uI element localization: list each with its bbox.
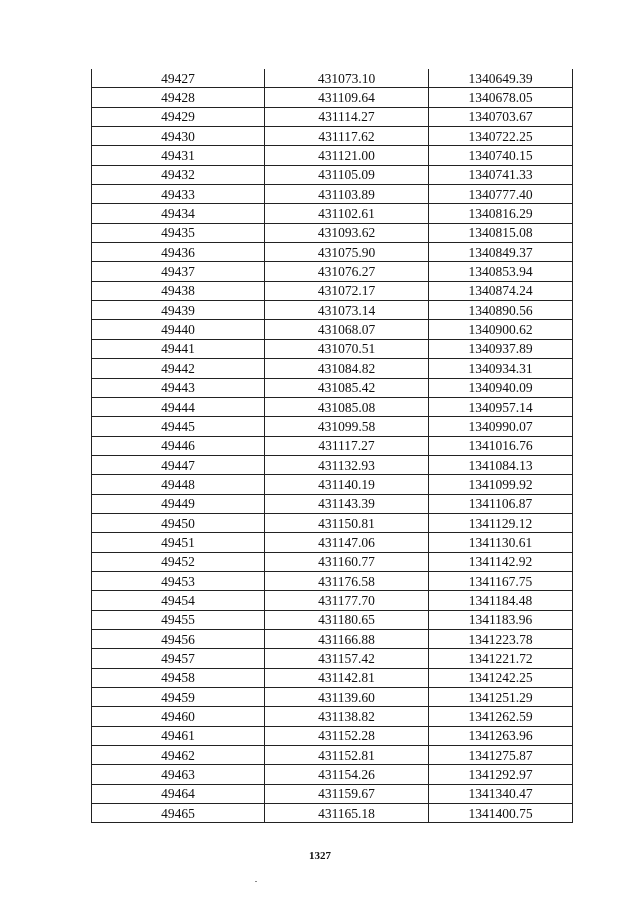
- y-coordinate-cell: 1341292.97: [429, 765, 573, 784]
- point-id-cell: 49464: [92, 784, 265, 803]
- x-coordinate-cell: 431177.70: [265, 591, 429, 610]
- x-coordinate-cell: 431152.81: [265, 746, 429, 765]
- x-coordinate-cell: 431117.62: [265, 127, 429, 146]
- table-row: [92, 436, 573, 455]
- x-coordinate-cell: 431160.77: [265, 552, 429, 571]
- x-coordinate-cell: 431147.06: [265, 533, 429, 552]
- point-id-cell: 49438: [92, 281, 265, 300]
- table-row: [92, 765, 573, 784]
- x-coordinate-cell: 431085.08: [265, 397, 429, 416]
- table-row: [92, 146, 573, 165]
- y-coordinate-cell: 1340741.33: [429, 165, 573, 184]
- x-coordinate-cell: 431103.89: [265, 185, 429, 204]
- table-row: [92, 262, 573, 281]
- table-row: [92, 707, 573, 726]
- y-coordinate-cell: 1340940.09: [429, 378, 573, 397]
- point-id-cell: 49461: [92, 726, 265, 745]
- point-id-cell: 49430: [92, 127, 265, 146]
- table-row: [92, 804, 573, 823]
- y-coordinate-cell: 1340874.24: [429, 281, 573, 300]
- point-id-cell: 49457: [92, 649, 265, 668]
- y-coordinate-cell: 1341223.78: [429, 629, 573, 648]
- y-coordinate-cell: 1341242.25: [429, 668, 573, 687]
- table-row: [92, 204, 573, 223]
- x-coordinate-cell: 431070.51: [265, 339, 429, 358]
- x-coordinate-cell: 431121.00: [265, 146, 429, 165]
- x-coordinate-cell: 431140.19: [265, 475, 429, 494]
- point-id-cell: 49441: [92, 339, 265, 358]
- table-row: [92, 610, 573, 629]
- y-coordinate-cell: 1340900.62: [429, 320, 573, 339]
- point-id-cell: 49456: [92, 629, 265, 648]
- y-coordinate-cell: 1341221.72: [429, 649, 573, 668]
- scan-speck: [255, 881, 257, 882]
- y-coordinate-cell: 1340849.37: [429, 243, 573, 262]
- point-id-cell: 49451: [92, 533, 265, 552]
- point-id-cell: 49439: [92, 301, 265, 320]
- table-row: [92, 378, 573, 397]
- x-coordinate-cell: 431176.58: [265, 571, 429, 590]
- y-coordinate-cell: 1341167.75: [429, 571, 573, 590]
- y-coordinate-cell: 1341251.29: [429, 688, 573, 707]
- table-row: [92, 784, 573, 803]
- x-coordinate-cell: 431142.81: [265, 668, 429, 687]
- x-coordinate-cell: 431085.42: [265, 378, 429, 397]
- x-coordinate-cell: 431132.93: [265, 455, 429, 474]
- x-coordinate-cell: 431114.27: [265, 107, 429, 126]
- point-id-cell: 49453: [92, 571, 265, 590]
- table-row: [92, 243, 573, 262]
- table-row: [92, 223, 573, 242]
- y-coordinate-cell: 1341106.87: [429, 494, 573, 513]
- point-id-cell: 49460: [92, 707, 265, 726]
- x-coordinate-cell: 431076.27: [265, 262, 429, 281]
- table-row: [92, 726, 573, 745]
- x-coordinate-cell: 431180.65: [265, 610, 429, 629]
- point-id-cell: 49450: [92, 513, 265, 532]
- y-coordinate-cell: 1340649.39: [429, 69, 573, 88]
- point-id-cell: 49444: [92, 397, 265, 416]
- x-coordinate-cell: 431075.90: [265, 243, 429, 262]
- y-coordinate-cell: 1341099.92: [429, 475, 573, 494]
- x-coordinate-cell: 431073.14: [265, 301, 429, 320]
- x-coordinate-cell: 431072.17: [265, 281, 429, 300]
- y-coordinate-cell: 1340816.29: [429, 204, 573, 223]
- point-id-cell: 49463: [92, 765, 265, 784]
- point-id-cell: 49429: [92, 107, 265, 126]
- y-coordinate-cell: 1340957.14: [429, 397, 573, 416]
- y-coordinate-cell: 1341262.59: [429, 707, 573, 726]
- point-id-cell: 49431: [92, 146, 265, 165]
- table-row: [92, 494, 573, 513]
- table-row: [92, 668, 573, 687]
- table-row: [92, 320, 573, 339]
- coordinate-table: [91, 69, 573, 823]
- x-coordinate-cell: 431073.10: [265, 69, 429, 88]
- table-row: [92, 629, 573, 648]
- point-id-cell: 49427: [92, 69, 265, 88]
- point-id-cell: 49458: [92, 668, 265, 687]
- y-coordinate-cell: 1340678.05: [429, 88, 573, 107]
- table-row: [92, 107, 573, 126]
- table-row: [92, 746, 573, 765]
- y-coordinate-cell: 1340703.67: [429, 107, 573, 126]
- point-id-cell: 49447: [92, 455, 265, 474]
- table-row: [92, 533, 573, 552]
- point-id-cell: 49455: [92, 610, 265, 629]
- table-row: [92, 88, 573, 107]
- table-row: [92, 281, 573, 300]
- table-row: [92, 571, 573, 590]
- point-id-cell: 49435: [92, 223, 265, 242]
- table-row: [92, 339, 573, 358]
- x-coordinate-cell: 431068.07: [265, 320, 429, 339]
- x-coordinate-cell: 431099.58: [265, 417, 429, 436]
- x-coordinate-cell: 431143.39: [265, 494, 429, 513]
- x-coordinate-cell: 431109.64: [265, 88, 429, 107]
- y-coordinate-cell: 1340740.15: [429, 146, 573, 165]
- table-row: [92, 69, 573, 88]
- y-coordinate-cell: 1341263.96: [429, 726, 573, 745]
- point-id-cell: 49428: [92, 88, 265, 107]
- x-coordinate-cell: 431138.82: [265, 707, 429, 726]
- point-id-cell: 49465: [92, 804, 265, 823]
- y-coordinate-cell: 1341340.47: [429, 784, 573, 803]
- point-id-cell: 49440: [92, 320, 265, 339]
- point-id-cell: 49433: [92, 185, 265, 204]
- point-id-cell: 49434: [92, 204, 265, 223]
- table-row: [92, 301, 573, 320]
- table-row: [92, 475, 573, 494]
- x-coordinate-cell: 431084.82: [265, 359, 429, 378]
- y-coordinate-cell: 1341275.87: [429, 746, 573, 765]
- point-id-cell: 49449: [92, 494, 265, 513]
- y-coordinate-cell: 1340990.07: [429, 417, 573, 436]
- table-row: [92, 165, 573, 184]
- table-row: [92, 513, 573, 532]
- x-coordinate-cell: 431117.27: [265, 436, 429, 455]
- table-row: [92, 397, 573, 416]
- point-id-cell: 49436: [92, 243, 265, 262]
- y-coordinate-cell: 1341084.13: [429, 455, 573, 474]
- page-number: 1327: [309, 850, 331, 862]
- y-coordinate-cell: 1340777.40: [429, 185, 573, 204]
- table-row: [92, 359, 573, 378]
- x-coordinate-cell: 431150.81: [265, 513, 429, 532]
- point-id-cell: 49445: [92, 417, 265, 436]
- table-row: [92, 185, 573, 204]
- point-id-cell: 49443: [92, 378, 265, 397]
- y-coordinate-cell: 1341400.75: [429, 804, 573, 823]
- x-coordinate-cell: 431152.28: [265, 726, 429, 745]
- table-row: [92, 455, 573, 474]
- y-coordinate-cell: 1340815.08: [429, 223, 573, 242]
- y-coordinate-cell: 1340937.89: [429, 339, 573, 358]
- point-id-cell: 49459: [92, 688, 265, 707]
- y-coordinate-cell: 1341130.61: [429, 533, 573, 552]
- table-row: [92, 688, 573, 707]
- x-coordinate-cell: 431102.61: [265, 204, 429, 223]
- y-coordinate-cell: 1341184.48: [429, 591, 573, 610]
- x-coordinate-cell: 431157.42: [265, 649, 429, 668]
- point-id-cell: 49454: [92, 591, 265, 610]
- x-coordinate-cell: 431154.26: [265, 765, 429, 784]
- table-row: [92, 591, 573, 610]
- point-id-cell: 49437: [92, 262, 265, 281]
- point-id-cell: 49446: [92, 436, 265, 455]
- point-id-cell: 49432: [92, 165, 265, 184]
- coordinate-table-container: [91, 69, 572, 823]
- point-id-cell: 49462: [92, 746, 265, 765]
- y-coordinate-cell: 1341183.96: [429, 610, 573, 629]
- x-coordinate-cell: 431166.88: [265, 629, 429, 648]
- y-coordinate-cell: 1340853.94: [429, 262, 573, 281]
- point-id-cell: 49452: [92, 552, 265, 571]
- y-coordinate-cell: 1341129.12: [429, 513, 573, 532]
- x-coordinate-cell: 431159.67: [265, 784, 429, 803]
- y-coordinate-cell: 1341016.76: [429, 436, 573, 455]
- y-coordinate-cell: 1340890.56: [429, 301, 573, 320]
- coordinate-table-body: [92, 69, 573, 823]
- table-row: [92, 552, 573, 571]
- y-coordinate-cell: 1340722.25: [429, 127, 573, 146]
- table-row: [92, 127, 573, 146]
- y-coordinate-cell: 1341142.92: [429, 552, 573, 571]
- x-coordinate-cell: 431139.60: [265, 688, 429, 707]
- point-id-cell: 49442: [92, 359, 265, 378]
- point-id-cell: 49448: [92, 475, 265, 494]
- y-coordinate-cell: 1340934.31: [429, 359, 573, 378]
- x-coordinate-cell: 431105.09: [265, 165, 429, 184]
- table-row: [92, 649, 573, 668]
- x-coordinate-cell: 431165.18: [265, 804, 429, 823]
- table-row: [92, 417, 573, 436]
- x-coordinate-cell: 431093.62: [265, 223, 429, 242]
